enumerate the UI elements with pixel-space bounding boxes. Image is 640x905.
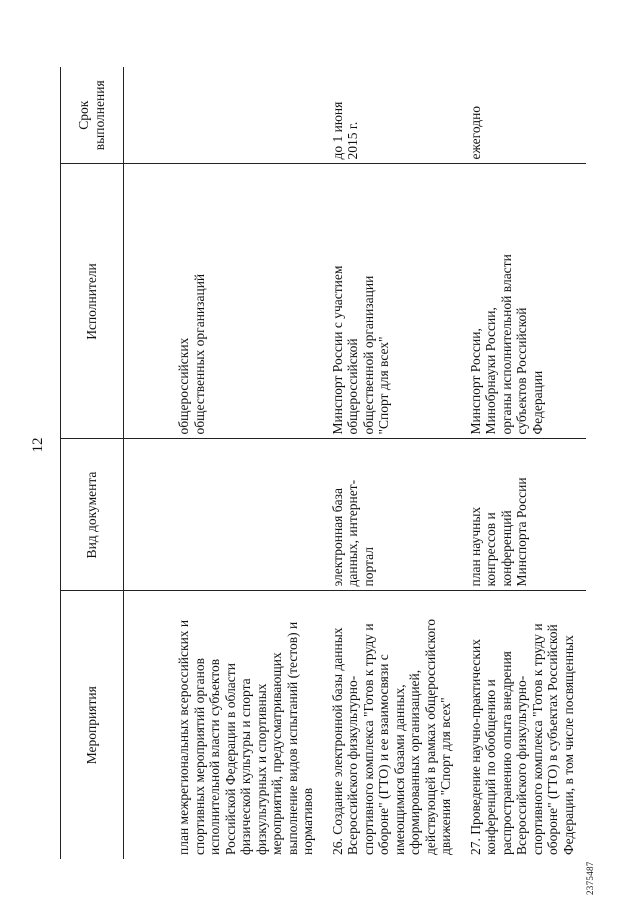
row-term: до 1 июня 2015 г. (326, 67, 464, 164)
row-doc-type: электронная база данных, интернет- портал (326, 439, 464, 591)
page-number: 12 (30, 437, 46, 453)
row-term: ежегодно (464, 67, 587, 164)
header-doc-type: Вид документа (61, 439, 124, 591)
row-activity: 27. Проведение научно-практических конференций по обобщению и распространению опыта внедрения Всероссийского физкультурно- спортивного комплекса "Готов к труду и обороне" (ГТО) в субъектах Российской Федерации, в том числе посвященных (467, 623, 576, 855)
row-activity: план межрегиональных всероссийских и спортивных мероприятий органов исполнительной власти субъектов Российской Федерации в области физической культуры и спорта физкультурных и спортивных мероприятий, предусматривающих выполнение видов испытаний (тестов) и нормативов (176, 619, 315, 855)
row-doc-type: план научных конгрессов и конференций Минспорта России (464, 439, 587, 591)
row-executors: общероссийских общественных организаций (124, 164, 326, 439)
header-term: Срок выполнения (61, 67, 124, 164)
row-executors: Минспорт России с участием общероссийской общественной организации "Спорт для всех" (326, 164, 464, 439)
row-doc-type (124, 439, 326, 591)
measures-table (60, 67, 586, 859)
table-row (124, 67, 326, 859)
table-header-row (61, 67, 124, 859)
header-activity: Мероприятия (61, 591, 124, 859)
row-activity: 26. Создание электронной базы данных Всероссийского физкультурно- спортивного комплекса "Готов к труду и обороне" (ГТО) и ее взаимосвязи с имеющимися базами данных, сформированных организацией, действующей в рамках общероссийского движения "Спорт для всех" (329, 618, 453, 855)
table-row (326, 67, 464, 859)
table-row (464, 67, 587, 859)
header-executors: Исполнители (61, 164, 124, 439)
row-term (124, 67, 326, 164)
document-code: 2375487 (585, 861, 595, 895)
row-executors: Минспорт России, Минобрнауки России, органы исполнительной власти субъектов Российской Федерации (464, 164, 587, 439)
